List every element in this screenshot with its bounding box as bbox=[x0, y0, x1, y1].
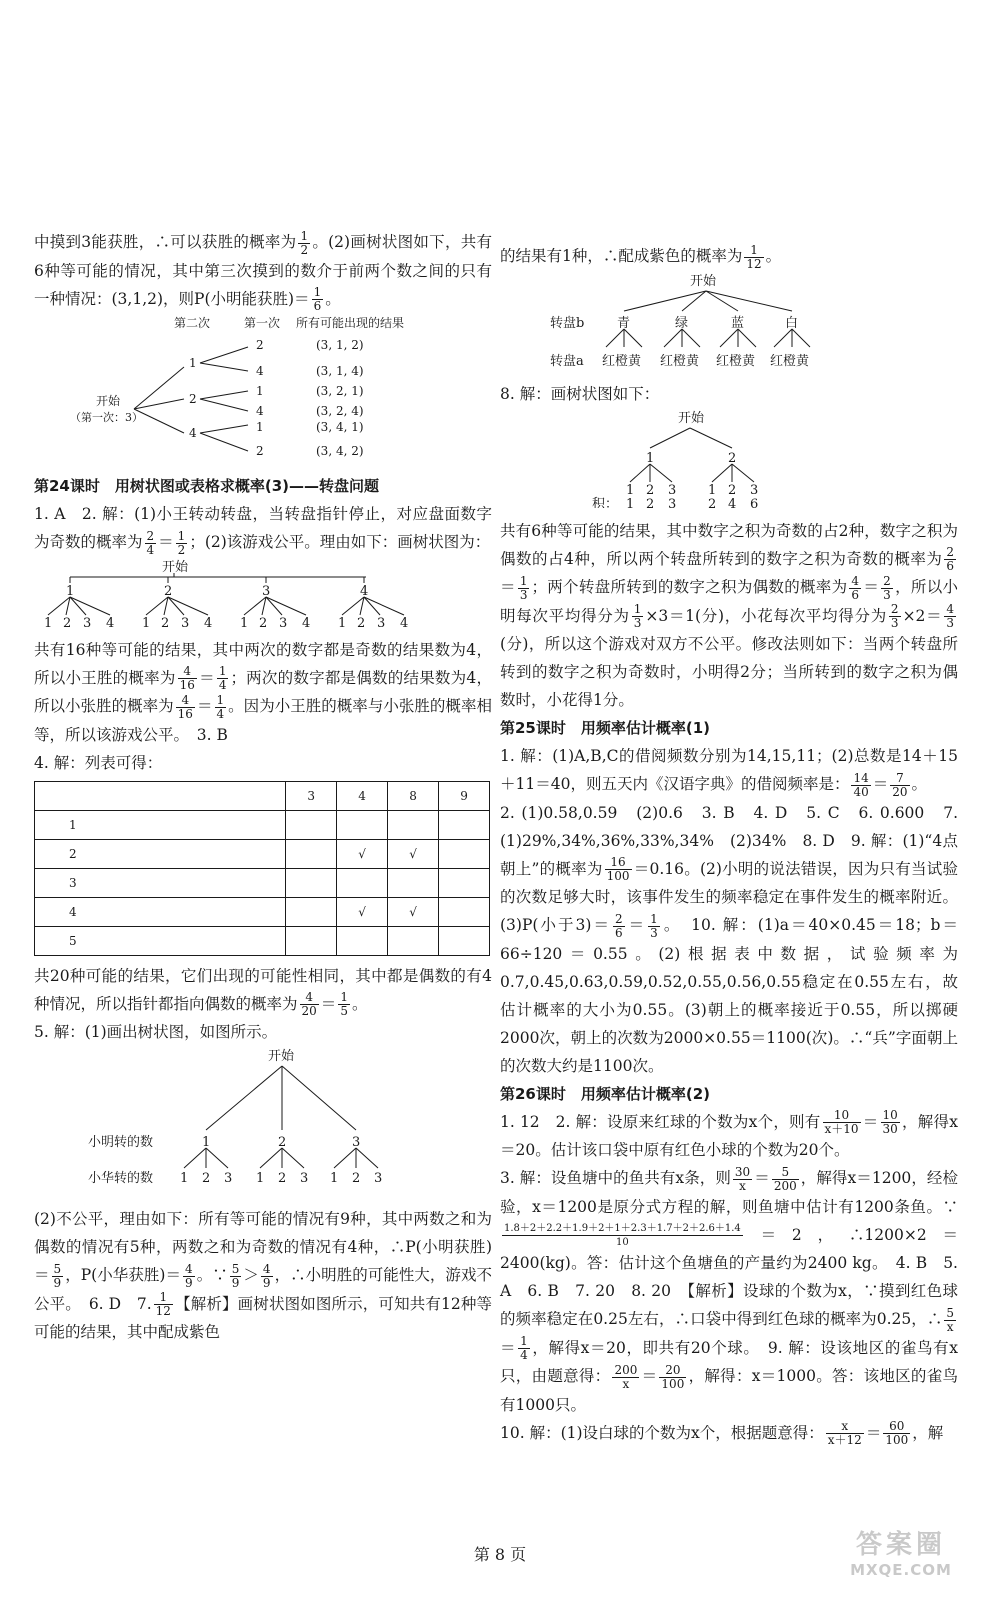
fraction: $\frac{4}{9}$ bbox=[262, 1261, 271, 1290]
fraction: $\frac{30}{x}$ bbox=[734, 1164, 751, 1193]
fraction: $\frac{10}{30}$ bbox=[882, 1108, 898, 1136]
paragraph: 4. 解：列表可得： bbox=[34, 753, 163, 772]
table-cell: √ bbox=[337, 839, 388, 868]
table-cell: 3 bbox=[286, 781, 337, 810]
tree-leaf: 3 bbox=[668, 482, 677, 498]
tree-result: (3, 2, 4) bbox=[316, 404, 364, 418]
tree-node: 1 bbox=[189, 356, 197, 370]
fraction: $\frac{1}{3}$ bbox=[519, 573, 528, 602]
tree-leaf: 1 bbox=[44, 615, 53, 627]
paragraph: 8. 解：画树状图如下： bbox=[500, 384, 660, 403]
left-column bbox=[34, 228, 492, 1346]
table-cell bbox=[439, 926, 490, 955]
tree-node: 2 bbox=[728, 450, 737, 466]
tree-leaf: 1 bbox=[180, 1171, 189, 1186]
paragraph: 共有16种等可能的结果，其中两次的数字都是奇数的结果数为4，所以小王胜的概率为 $\frac{4}{16}$ ＝ $\frac{1}{4}$ ；两次的数字都是偶数的结果数为4，所以小张胜的概率为 $\frac{4}{16}$ ＝ $\frac{1}{4}$ 。因为小王胜的概率与小张胜的概率相等，所以该游戏公平。 3. B bbox=[34, 640, 492, 744]
tree-result: (3, 1, 4) bbox=[316, 364, 364, 378]
tree-leaf: 3 bbox=[374, 1171, 383, 1186]
tree-start: 开始 bbox=[678, 410, 705, 426]
tree-header-first: 第一次 bbox=[244, 316, 281, 330]
tree-leaf: 1 bbox=[142, 615, 151, 627]
tree-leaf: 3 bbox=[300, 1171, 309, 1186]
watermark-logo bbox=[816, 1524, 986, 1594]
table-cell: 8 bbox=[388, 781, 439, 810]
fraction: $\frac{4}{16}$ bbox=[177, 692, 193, 721]
fraction: $\frac{1}{2}$ bbox=[177, 528, 186, 557]
table-cell: 1 bbox=[35, 810, 286, 839]
table-cell bbox=[286, 926, 337, 955]
table-cell: 9 bbox=[439, 781, 490, 810]
tree-leaf: 4 bbox=[106, 615, 115, 627]
table-cell bbox=[439, 897, 490, 926]
tree-leaf: 1 bbox=[240, 615, 249, 627]
table-row bbox=[35, 839, 490, 868]
tree-node: 1 bbox=[646, 450, 655, 466]
table-cell bbox=[286, 868, 337, 897]
fraction: $\frac{5}{9}$ bbox=[231, 1261, 240, 1290]
tree-leaf: 2 bbox=[63, 615, 72, 627]
fraction: $\frac{4}{16}$ bbox=[179, 664, 195, 692]
tree-leaf: 红橙黄 bbox=[660, 353, 700, 369]
tree-result: (3, 4, 1) bbox=[316, 420, 364, 434]
paragraph: 共有6种等可能的结果，其中数字之积为奇数的占2种，数字之积为偶数的占4种，所以两个转盘所转到的数字之积为奇数的概率为 $\frac{2}{6}$ ＝ $\frac{1}{3}$ ；两个转盘所转到的数字之积为偶数的概率为 $\frac{4}{6}$ ＝ $\frac{2}{3}$ ，所以小明每次平均得分为 $\frac{1}{3}$ ×3＝1(分)，小花每次平均得分为 $\frac{2}{3}$ ×2＝ $\frac{4}{3}$ (分)，所以这个游戏对双方不公平。修改法则如下：当两个转盘所转到的数字之积为奇数时，小明得2分；当所转到的数字之积为偶数时，小花得1分。 bbox=[500, 521, 958, 709]
fraction: $\frac{1}{3}$ bbox=[650, 911, 658, 940]
tree-diagram-1 bbox=[34, 313, 492, 463]
tree-header-results: 所有可能出现的结果 bbox=[296, 316, 405, 330]
fraction: $\frac{1}{12}$ bbox=[746, 242, 762, 271]
tree-start: 开始 bbox=[162, 559, 189, 575]
fraction: $\frac{x}{x+12}$ bbox=[827, 1419, 862, 1447]
table-cell: √ bbox=[388, 839, 439, 868]
tree-diagram-3 bbox=[34, 1046, 492, 1196]
tree-leaf: 2 bbox=[357, 615, 366, 627]
tree-start: 开始 bbox=[96, 394, 121, 408]
fraction: $\frac{2}{6}$ bbox=[614, 911, 623, 940]
table-cell bbox=[286, 810, 337, 839]
product-value: 6 bbox=[750, 496, 759, 508]
table-cell: 5 bbox=[35, 926, 286, 955]
fraction: $\frac{4}{9}$ bbox=[185, 1261, 193, 1290]
table-cell bbox=[286, 839, 337, 868]
fraction: $\frac{5}{x}$ bbox=[946, 1305, 954, 1334]
tree-leaf: 2 bbox=[202, 1171, 211, 1186]
fraction: $\frac{1}{6}$ bbox=[313, 285, 322, 313]
product-value: 1 bbox=[626, 496, 635, 508]
tree-node: 蓝 bbox=[731, 315, 745, 331]
tree-leaf: 2 bbox=[259, 615, 268, 627]
table-cell bbox=[388, 868, 439, 897]
fraction: $\frac{7}{20}$ bbox=[892, 770, 908, 799]
tree-leaf: 2 bbox=[278, 1171, 287, 1186]
tree-leaf: 3 bbox=[279, 615, 288, 627]
fraction: $\frac{14}{40}$ bbox=[853, 770, 869, 799]
product-label: 积： bbox=[592, 496, 619, 508]
tree-result: (3, 1, 2) bbox=[316, 338, 364, 352]
tree-node: 2 bbox=[278, 1135, 287, 1150]
tree-node: 青 bbox=[617, 315, 631, 331]
tree-leaf: 1 bbox=[626, 482, 635, 498]
tree-leaf: 2 bbox=[646, 482, 655, 498]
paragraph: (2)不公平，理由如下：所有等可能的情况有9种，其中两数之和为偶数的情况有5种，两数之和为奇数的情况有4种，∴P(小明获胜)＝ $\frac{5}{9}$ ，P(小华获胜)＝ $\frac{4}{9}$ 。∵ $\frac{5}{9}$ ＞ $\frac{4}{9}$ ，∴小明胜的可能性大，游戏不公平。 6. D 7. $\frac{1}{12}$ 【解析】画树状图如图所示，可知共有12种等可能的结果，其中配成紫色 bbox=[34, 1210, 492, 1341]
probability-table bbox=[34, 781, 490, 956]
fraction: $\frac{1}{3}$ bbox=[633, 602, 642, 630]
paragraph: 10. 解：(1)设白球的个数为x个，根据题意得： $\frac{x}{x+12}$ ＝ $\frac{60}{100}$ ，解 bbox=[500, 1419, 944, 1447]
tree-leaf: 4 bbox=[256, 404, 264, 418]
fraction: $\frac{1}{4}$ bbox=[216, 692, 225, 721]
fraction: $\frac{1.8+2+2.2+1.9+2+1+2.3+1.7+2+2.6+1.4}{10}$ bbox=[504, 1223, 741, 1248]
section-heading-26: 第26课时 用频率估计概率(2) bbox=[500, 1084, 711, 1103]
tree-result: (3, 4, 2) bbox=[316, 444, 364, 458]
tree-label: 小华转的数 bbox=[88, 1171, 154, 1186]
table-cell bbox=[439, 810, 490, 839]
tree-leaf: 1 bbox=[330, 1171, 339, 1186]
product-value: 3 bbox=[668, 496, 677, 508]
paragraph: 3. 解：设鱼塘中的鱼共有x条，则 $\frac{30}{x}$ ＝ $\frac{5}{200}$ ，解得x＝1200，经检验，x＝1200是原分式方程的解，则鱼塘中估计有1200条鱼。∵ $\frac{1.8+2+2.2+1.9+2+1+2.3+1.7+2+2.6+1.4}{10}$ ＝2，∴1200×2＝2400(kg)。答：估计这个鱼塘鱼的产量约为2400 kg。 4. B 5. A 6. B 7. 20 8. 20 【解析】设球的个数为x，∵摸到红色球的频率稳定在0.25左右，∴口袋中得到红色球的概率为0.25，∴ $\frac{5}{x}$ ＝ $\frac{1}{4}$ ，解得x＝20，即共有20个球。 9. 解：设该地区的雀鸟有x只，由题意得： $\frac{200}{x}$ ＝ $\frac{20}{100}$ ，解得：x＝1000。答：该地区的雀鸟有1000只。 bbox=[500, 1164, 958, 1414]
tree-node: 2 bbox=[164, 583, 173, 599]
fraction: $\frac{10}{x+10}$ bbox=[824, 1108, 859, 1136]
tree-leaf: 4 bbox=[400, 615, 409, 627]
tree-label: 转盘b bbox=[550, 315, 585, 331]
tree-node: 3 bbox=[352, 1135, 361, 1150]
tree-leaf: 红橙黄 bbox=[602, 353, 642, 369]
fraction: $\frac{2}{6}$ bbox=[946, 545, 954, 573]
tree-node: 绿 bbox=[675, 315, 689, 331]
tree-leaf: 4 bbox=[302, 615, 311, 627]
tree-diagram-2 bbox=[34, 557, 492, 627]
table-cell: 3 bbox=[35, 868, 286, 897]
tree-node: 4 bbox=[189, 426, 197, 440]
fraction: $\frac{16}{100}$ bbox=[606, 855, 630, 883]
fraction: $\frac{4}{20}$ bbox=[301, 990, 317, 1018]
table-header-row bbox=[35, 781, 490, 810]
table-row bbox=[35, 810, 490, 839]
fraction: $\frac{1}{5}$ bbox=[340, 990, 348, 1018]
fraction: $\frac{5}{9}$ bbox=[53, 1261, 62, 1290]
section-heading-25: 第25课时 用频率估计概率(1) bbox=[500, 719, 711, 737]
product-value: 2 bbox=[646, 496, 655, 508]
fraction: $\frac{5}{200}$ bbox=[773, 1164, 797, 1193]
table-cell: 4 bbox=[337, 781, 388, 810]
table-row bbox=[35, 897, 490, 926]
table-cell: √ bbox=[337, 897, 388, 926]
tree-start: 开始 bbox=[690, 273, 717, 289]
page-number: 第 8 页 bbox=[473, 1545, 527, 1564]
table-cell bbox=[337, 810, 388, 839]
fraction: $\frac{2}{4}$ bbox=[146, 528, 155, 557]
tree-leaf: 3 bbox=[181, 615, 190, 627]
tree-leaf: 1 bbox=[256, 1171, 265, 1186]
tree-leaf: 1 bbox=[708, 482, 717, 498]
tree-leaf: 4 bbox=[204, 615, 213, 627]
fraction: $\frac{200}{x}$ bbox=[614, 1362, 638, 1391]
tree-leaf: 1 bbox=[338, 615, 347, 627]
tree-node: 3 bbox=[262, 583, 271, 599]
table-cell bbox=[439, 868, 490, 897]
fraction: $\frac{1}{4}$ bbox=[218, 664, 227, 692]
tree-leaf: 3 bbox=[750, 482, 759, 498]
tree-node: 4 bbox=[360, 583, 369, 599]
paragraph: 1. 12 2. 解：设原来红球的个数为x个，则有 $\frac{10}{x+10}$ ＝ $\frac{10}{30}$ ，解得x＝20。估计该口袋中原有红色小球的个数为20个。 bbox=[500, 1108, 958, 1159]
paragraph: 2. (1)0.58,0.59 (2)0.6 3. B 4. D 5. C 6. 0.600 7. (1)29%,34%,36%,33%,34% (2)34% 8. D 9. 解：(1)“4点朝上”的概率为 $\frac{16}{100}$ ＝0.16。(2)小明的说法错误，因为只有当试验的次数足够大时，该事件发生的频率稳定在事件发生的概率附近。(3)P(小于3)＝ $\frac{2}{6}$ ＝ $\frac{1}{3}$ 。 10. 解：(1)a＝40×0.45＝18；b＝66÷120＝0.55。(2)根据表中数据，试验频率为0.7,0.45,0.63,0.59,0.52,0.55,0.56,0.55稳定在0.55左右，故估计概率的大小为0.55。(3)朝上的概率接近于0.55，所以掷硬2000次，朝上的次数为2000×0.55＝1100(次)。∴“兵”字面朝上的次数大约是1100次。 bbox=[500, 803, 958, 1075]
watermark-url: MXQE.COM bbox=[850, 1561, 952, 1579]
tree-node: 2 bbox=[189, 392, 197, 406]
fraction: $\frac{2}{3}$ bbox=[883, 573, 891, 602]
fraction: $\frac{60}{100}$ bbox=[885, 1419, 909, 1447]
paragraph: 中摸到3能获胜，∴可以获胜的概率为 $\frac{1}{2}$ 。(2)画树状图如下，共有6种等可能的情况，其中第三次摸到的数介于前两个数之间的只有一种情况：(3,1,2)，则P(小明能获胜)＝ $\frac{1}{6}$ 。 bbox=[34, 228, 492, 313]
fraction: $\frac{2}{3}$ bbox=[890, 602, 899, 630]
paragraph: 1. A 2. 解：(1)小王转动转盘，当转盘指针停止，对应盘面数字为奇数的概率为 $\frac{2}{4}$ ＝ $\frac{1}{2}$ ；(2)该游戏公平。理由如下：画树状图为： bbox=[34, 505, 492, 557]
watermark-text: 答案圈 bbox=[855, 1530, 946, 1560]
tree-leaf: 2 bbox=[256, 338, 264, 352]
tree-diagram-4 bbox=[500, 271, 958, 371]
tree-leaf: 3 bbox=[83, 615, 92, 627]
tree-leaf: 3 bbox=[224, 1171, 233, 1186]
table-cell: 4 bbox=[35, 897, 286, 926]
right-column bbox=[500, 242, 958, 1447]
tree-result: (3, 2, 1) bbox=[316, 384, 364, 398]
tree-leaf: 2 bbox=[256, 444, 264, 458]
table-cell bbox=[337, 868, 388, 897]
paragraph: 1. 解：(1)A,B,C的借阅频数分别为14,15,11；(2)总数是14＋15＋11＝40，则五天内《汉语字典》的借阅频率是： $\frac{14}{40}$ ＝ $\frac{7}{20}$ 。 bbox=[500, 747, 958, 799]
section-heading-24: 第24课时 用树状图或表格求概率(3)——转盘问题 bbox=[34, 477, 380, 495]
tree-diagram-5 bbox=[500, 408, 958, 508]
tree-leaf: 1 bbox=[256, 384, 264, 398]
fraction: $\frac{1}{2}$ bbox=[300, 228, 309, 257]
table-row bbox=[35, 926, 490, 955]
tree-node: 1 bbox=[202, 1135, 211, 1150]
table-cell: 2 bbox=[35, 839, 286, 868]
table-cell bbox=[388, 926, 439, 955]
tree-label: 转盘a bbox=[550, 353, 584, 369]
table-cell bbox=[337, 926, 388, 955]
tree-leaf: 红橙黄 bbox=[770, 353, 810, 369]
tree-label: 小明转的数 bbox=[88, 1135, 154, 1150]
fraction: $\frac{1}{4}$ bbox=[520, 1334, 528, 1362]
fraction: $\frac{4}{6}$ bbox=[851, 573, 860, 602]
paragraph: 的结果有1种，∴配成紫色的概率为 $\frac{1}{12}$ 。 bbox=[500, 242, 782, 271]
tree-start: 开始 bbox=[268, 1049, 295, 1064]
table-cell bbox=[388, 810, 439, 839]
tree-node: 白 bbox=[785, 315, 799, 331]
table-cell bbox=[35, 781, 286, 810]
tree-leaf: 2 bbox=[728, 482, 737, 498]
tree-leaf: 1 bbox=[256, 420, 264, 434]
table-cell bbox=[286, 897, 337, 926]
tree-leaf: 2 bbox=[161, 615, 170, 627]
tree-leaf: 3 bbox=[377, 615, 386, 627]
tree-header-second: 第二次 bbox=[174, 316, 211, 330]
paragraph: 5. 解：(1)画出树状图，如图所示。 bbox=[34, 1023, 278, 1041]
product-value: 4 bbox=[728, 496, 737, 508]
fraction: $\frac{4}{3}$ bbox=[946, 602, 954, 630]
tree-leaf: 2 bbox=[352, 1171, 361, 1186]
table-cell: √ bbox=[388, 897, 439, 926]
paragraph: 共20种可能的结果，它们出现的可能性相同，其中都是偶数的有4种情况，所以指针都指向偶数的概率为 $\frac{4}{20}$ ＝ $\frac{1}{5}$ 。 bbox=[34, 966, 492, 1018]
tree-start-note: （第一次：3） bbox=[70, 411, 143, 424]
fraction: $\frac{20}{100}$ bbox=[661, 1362, 685, 1391]
tree-node: 1 bbox=[66, 583, 75, 599]
fraction: $\frac{1}{12}$ bbox=[155, 1290, 171, 1318]
tree-leaf: 红橙黄 bbox=[716, 353, 756, 369]
table-row bbox=[35, 868, 490, 897]
tree-leaf: 4 bbox=[256, 364, 264, 378]
table-cell bbox=[439, 839, 490, 868]
product-value: 2 bbox=[708, 496, 717, 508]
